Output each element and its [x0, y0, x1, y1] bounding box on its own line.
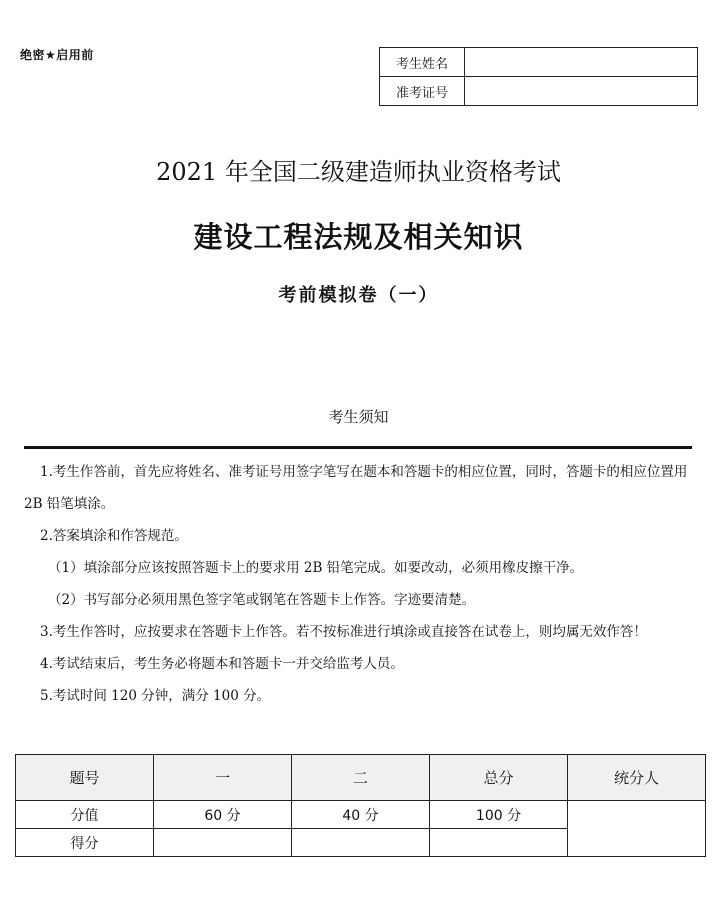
score-cell[interactable]	[430, 829, 568, 857]
notice-list	[24, 456, 704, 712]
notice-item: 4.考试结束后，考生务必将题本和答题卡一并交给监考人员。	[40, 656, 404, 672]
score-table	[15, 754, 706, 857]
table-row	[16, 801, 706, 829]
candidate-name-field[interactable]	[465, 48, 698, 77]
score-cell[interactable]	[292, 829, 430, 857]
candidate-name-label: 考生姓名	[380, 48, 465, 77]
header-section-1: 一	[154, 755, 292, 801]
candidate-info-table	[379, 47, 698, 106]
points-cell: 100 分	[430, 801, 568, 829]
table-header-row	[16, 755, 706, 801]
notice-item: （1）填涂部分应该按照答题卡上的要求用 2B 铅笔完成。如要改动，必须用橡皮擦干净。	[48, 560, 584, 576]
notice-item: 5.考试时间 120 分钟，满分 100 分。	[40, 688, 271, 704]
admission-number-label: 准考证号	[380, 77, 465, 106]
notice-heading: 考生须知	[328, 408, 389, 426]
row-label: 得分	[16, 829, 154, 857]
header-total: 总分	[430, 755, 568, 801]
header-section-2: 二	[292, 755, 430, 801]
points-cell: 40 分	[292, 801, 430, 829]
points-cell: 60 分	[154, 801, 292, 829]
scorer-cell[interactable]	[568, 801, 706, 857]
score-cell[interactable]	[154, 829, 292, 857]
divider	[24, 446, 692, 449]
row-label: 分值	[16, 801, 154, 829]
notice-item: 2.答案填涂和作答规范。	[40, 528, 188, 544]
header-scorer: 统分人	[568, 755, 706, 801]
confidential-label: 绝密★启用前	[20, 48, 94, 62]
notice-item: 3.考生作答时，应按要求在答题卡上作答。若不按标准进行填涂或直接答在试卷上，则均属无效作答！	[40, 624, 647, 640]
admission-number-field[interactable]	[465, 77, 698, 106]
paper-title: 考前模拟卷（一）	[278, 285, 439, 306]
header-question-number: 题号	[16, 755, 154, 801]
notice-item: 1.考生作答前，首先应将姓名、准考证号用签字笔写在题本和答题卡的相应位置，同时，答题卡的相应位置用 2B 铅笔填涂。	[24, 464, 688, 512]
notice-item: （2）书写部分必须用黑色签字笔或钢笔在答题卡上作答。字迹要清楚。	[48, 592, 476, 608]
subject-title: 建设工程法规及相关知识	[193, 220, 524, 254]
exam-title: 2021 年全国二级建造师执业资格考试	[156, 158, 561, 186]
